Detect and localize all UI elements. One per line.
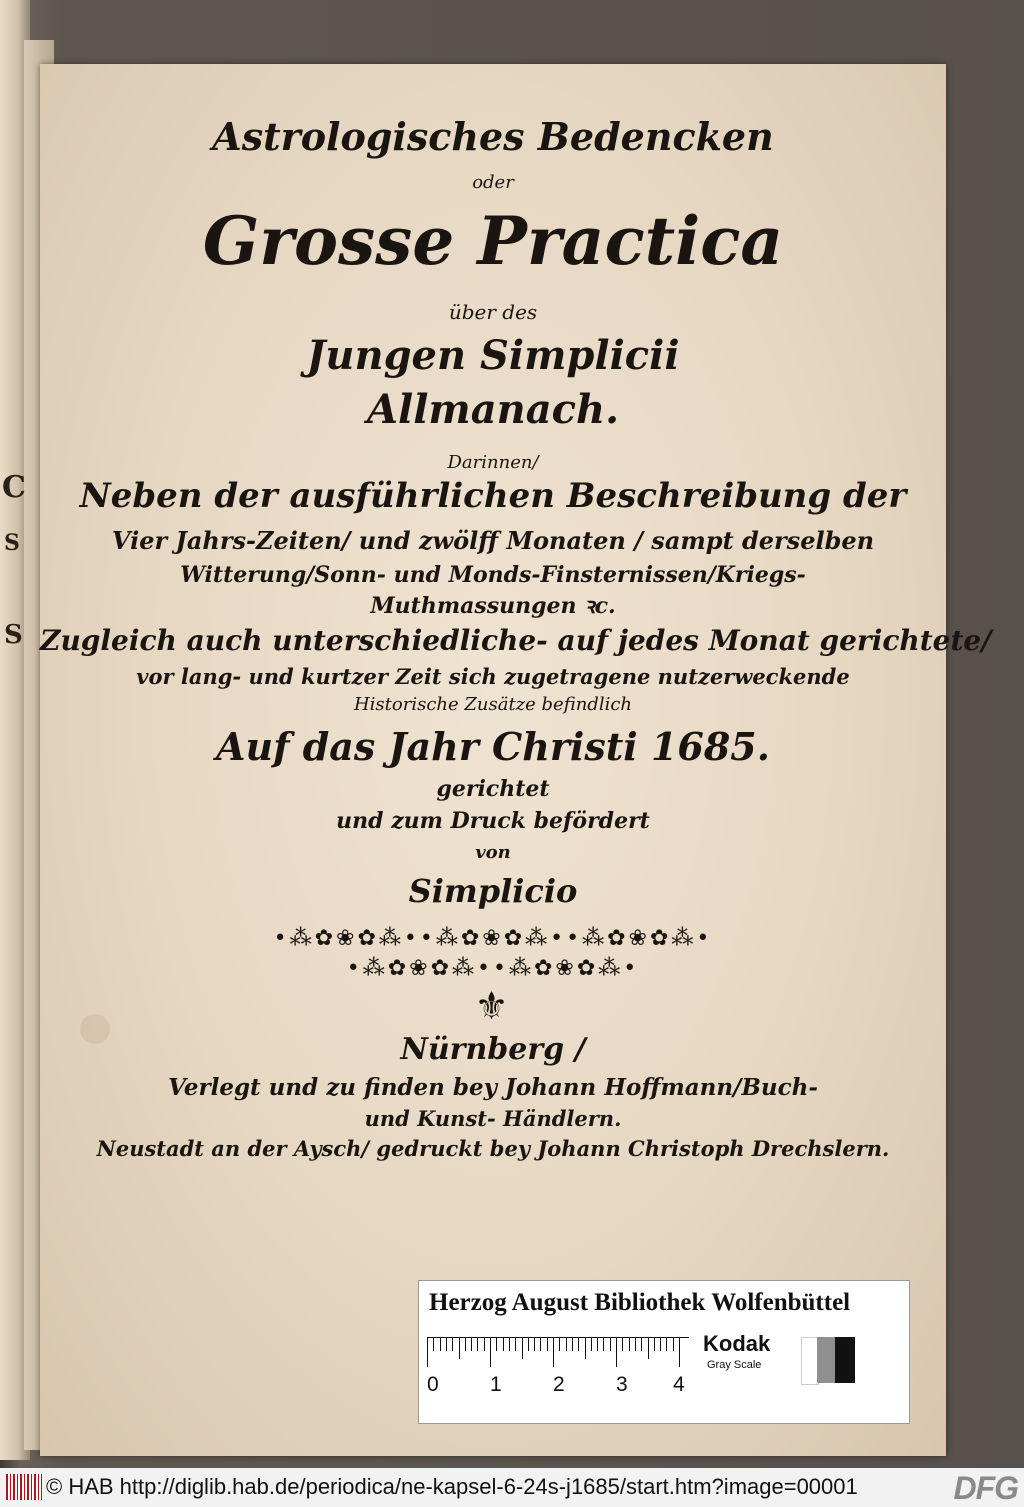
gray-patch-mid	[817, 1337, 835, 1383]
ruler-tick	[641, 1337, 642, 1351]
author-line: Simplicio	[408, 872, 578, 910]
ruler-tick	[490, 1337, 491, 1367]
ruler-tick	[446, 1337, 447, 1351]
title-line: Witterung/Sonn- und Monds-Finsternissen/Kriegs-	[180, 562, 806, 588]
footer-bar	[0, 1468, 1024, 1507]
dfg-logo: DFG	[953, 1470, 1018, 1506]
library-name: Herzog August Bibliothek Wolfenbüttel	[429, 1289, 851, 1316]
ruler-tick	[673, 1337, 674, 1351]
title-line: Historische Zusätze befindlich	[353, 694, 633, 715]
ruler-tick	[534, 1337, 535, 1351]
footer-copyright-url[interactable]: © HAB http://diglib.hab.de/periodica/ne-kapsel-6-24s-j1685/start.htm?image=00001	[46, 1474, 858, 1499]
gray-scale-caption: Gray Scale	[707, 1359, 762, 1371]
ornament-row: •⁂✿❀✿⁂••⁂✿❀✿⁂••⁂✿❀✿⁂•	[273, 926, 713, 951]
ruler-number: 4	[673, 1373, 685, 1396]
ruler-tick	[648, 1337, 649, 1359]
imprint-line: und Kunst- Händlern.	[364, 1106, 622, 1131]
ruler-tick	[603, 1337, 604, 1351]
title-line: von	[475, 842, 511, 863]
title-line: und zum Druck befördert	[336, 808, 650, 834]
year-line: Auf das Jahr Christi 1685.	[216, 724, 770, 769]
ruler-tick	[559, 1337, 560, 1351]
barcode-icon	[6, 1474, 42, 1500]
title-line: Darinnen/	[447, 452, 539, 473]
ruler-number: 2	[553, 1373, 565, 1396]
gray-patch-black	[835, 1337, 855, 1383]
ruler-tick	[679, 1337, 680, 1367]
ruler-tick	[660, 1337, 661, 1351]
ruler-tick	[635, 1337, 636, 1351]
imprint-line: Nürnberg /	[400, 1032, 586, 1067]
ruler-tick	[547, 1337, 548, 1351]
ruler-tick	[503, 1337, 504, 1351]
ruler-baseline	[427, 1337, 689, 1338]
ruler-tick	[610, 1337, 611, 1351]
ruler-tick	[522, 1337, 523, 1359]
title-line: Vier Jahrs-Zeiten/ und zwölff Monaten / sampt derselben	[111, 526, 875, 555]
title-line: Neben der ausführlichen Beschreibung der	[79, 476, 907, 516]
ruler-tick	[591, 1337, 592, 1351]
ruler-tick	[622, 1337, 623, 1351]
ruler-tick	[578, 1337, 579, 1351]
ruler-number: 0	[427, 1373, 439, 1396]
title-line: Zugleich auch unterschiedliche- auf jedes Monat gerichtete/	[40, 624, 992, 657]
ruler-tick	[433, 1337, 434, 1351]
title-line: Allmanach.	[366, 386, 620, 433]
ruler-tick	[465, 1337, 466, 1351]
title-line: vor lang- und kurtzer Zeit sich zugetragene nutzerweckende	[136, 664, 850, 689]
ruler-tick	[509, 1337, 510, 1351]
ornament-drop: ⚜	[474, 984, 512, 1028]
ruler-tick	[616, 1337, 617, 1367]
ruler-tick	[515, 1337, 516, 1351]
ornament-row: •⁂✿❀✿⁂••⁂✿❀✿⁂•	[346, 956, 640, 981]
ruler-tick	[566, 1337, 567, 1351]
ruler-tick	[540, 1337, 541, 1351]
kodak-brand: Kodak	[703, 1331, 771, 1356]
ruler-tick	[597, 1337, 598, 1351]
imprint-line: Neustadt an der Aysch/ gedruckt bey Johann Christoph Drechslern.	[96, 1136, 890, 1161]
title-line: gerichtet	[436, 776, 550, 802]
ruler-tick	[452, 1337, 453, 1351]
main-title: Grosse Practica	[202, 202, 784, 280]
ruler-tick	[654, 1337, 655, 1351]
library-color-scale-label	[418, 1280, 910, 1424]
title-line: oder	[472, 172, 514, 193]
ruler-tick	[572, 1337, 573, 1351]
ruler-tick	[484, 1337, 485, 1351]
title-line: über des	[448, 300, 538, 324]
title-line: Jungen Simplicii	[306, 332, 680, 379]
margin-letter: C	[2, 470, 26, 505]
ruler-tick	[629, 1337, 630, 1351]
ruler-tick	[459, 1337, 460, 1359]
ruler-tick	[471, 1337, 472, 1351]
ruler-tick	[477, 1337, 478, 1351]
title-line: Muthmassungen ꝛc.	[370, 593, 616, 619]
ruler-number: 1	[490, 1373, 502, 1396]
ruler-tick	[528, 1337, 529, 1351]
margin-letter: S	[4, 620, 23, 650]
imprint-line: Verlegt und zu finden bey Johann Hoffmann/Buch-	[168, 1074, 818, 1101]
ruler-tick	[585, 1337, 586, 1359]
ruler-tick	[496, 1337, 497, 1351]
margin-letter: S	[4, 530, 20, 556]
ruler-tick	[553, 1337, 554, 1367]
ruler-tick	[440, 1337, 441, 1351]
ruler-tick	[427, 1337, 428, 1367]
ruler-number: 3	[616, 1373, 628, 1396]
title-line: Astrologisches Bedencken	[212, 114, 774, 159]
ruler-tick	[666, 1337, 667, 1351]
